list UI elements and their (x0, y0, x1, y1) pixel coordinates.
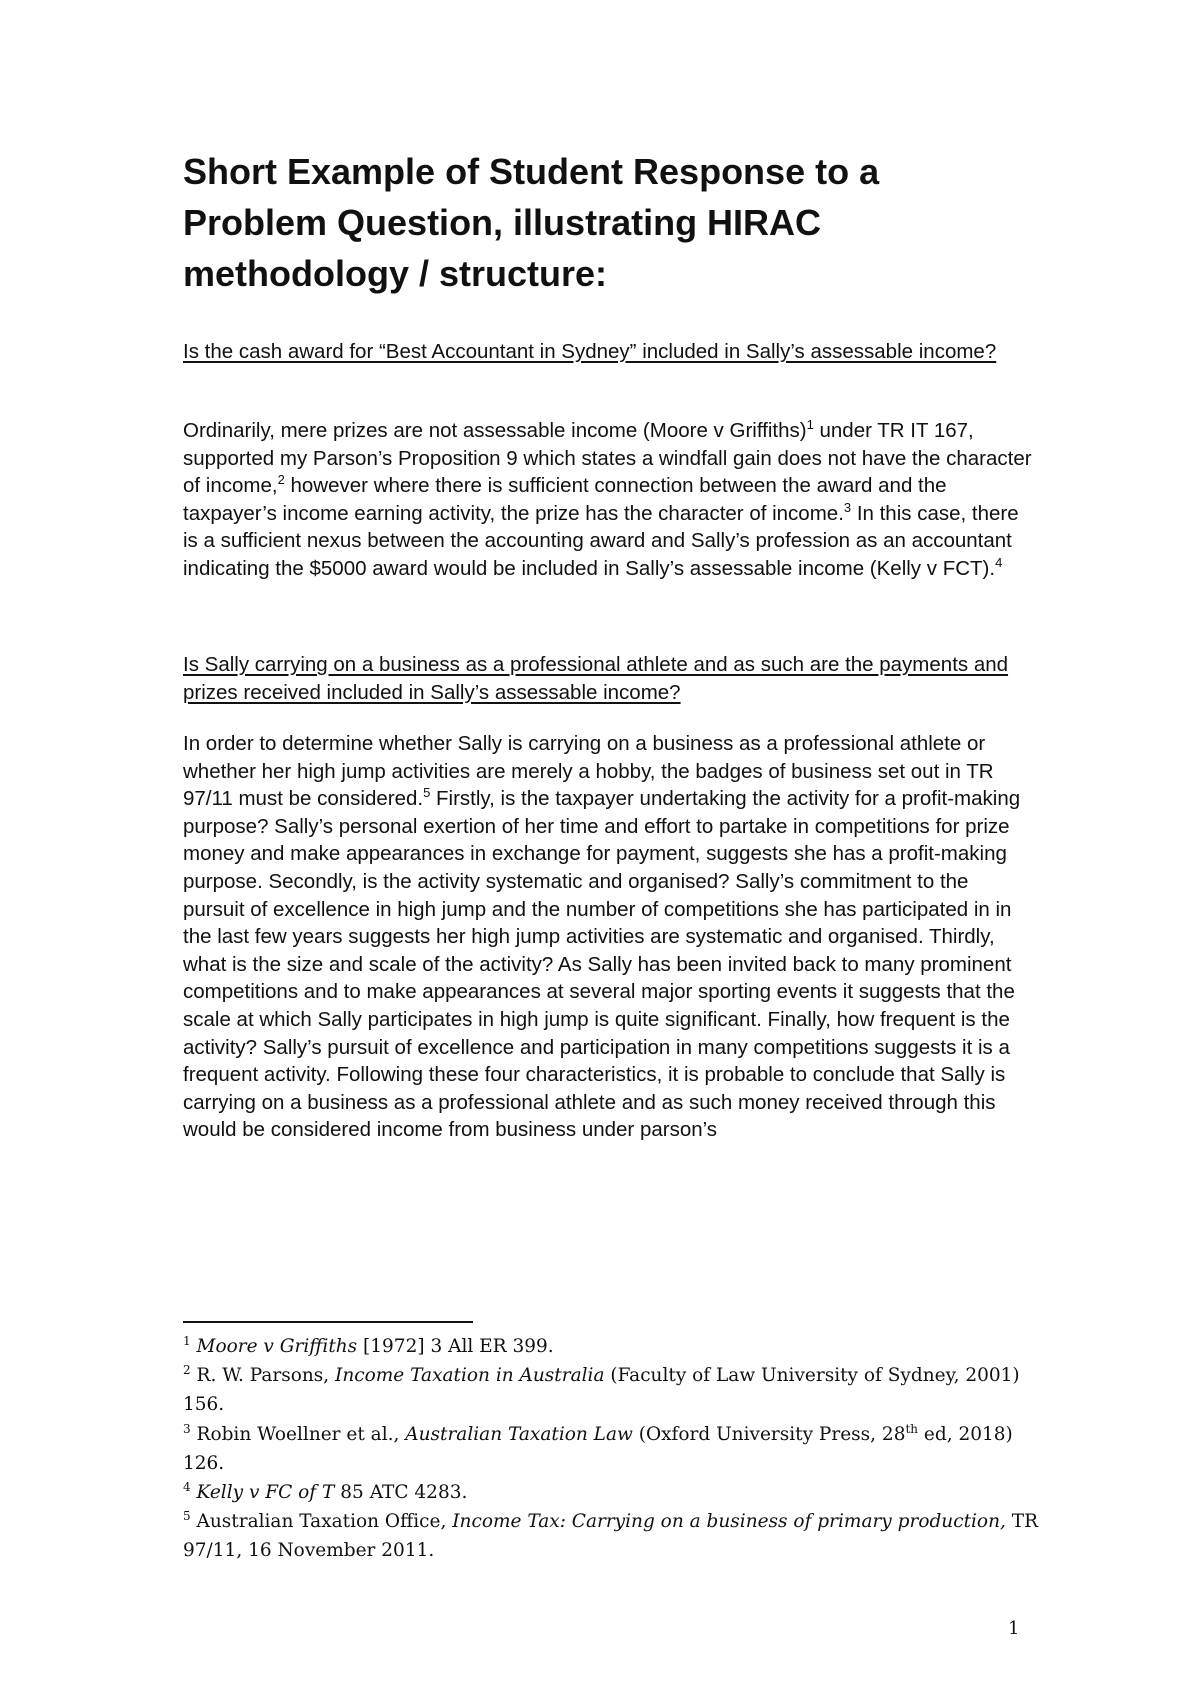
paragraph-cash-award (183, 417, 1033, 583)
paragraph-text: Ordinarily, mere prizes are not assessable income (Moore v Griffiths) (183, 419, 807, 442)
footnote-3 (183, 1420, 1043, 1478)
footnote-number: 2 (183, 1363, 191, 1378)
page-number: 1 (1008, 1618, 1020, 1639)
paragraph-text: In this case, there is a sufficient nexus between the accounting award and Sally’s profession as an accountant indicating the $5000 award would be included in Sally’s assessable income (Kelly v FCT). (183, 501, 1019, 580)
footnote-ref-1[interactable]: 1 (806, 417, 814, 433)
footnote-author: Robin Woellner et al., (190, 1423, 406, 1445)
footnote-author: R. W. Parsons, (190, 1365, 336, 1387)
footnote-citation: TR 97/11, 16 November 2011. (183, 1511, 1039, 1562)
footnote-work-title: Income Taxation in Australia (335, 1365, 605, 1387)
footnote-ref-5[interactable]: 5 (423, 785, 431, 801)
document-title: Short Example of Student Response to a Problem Question, illustrating HIRAC methodology / structure: (183, 151, 880, 294)
paragraph-text: Firstly, is the taxpayer undertaking the activity for a profit-making purpose? Sally’s personal exertion of her time and effort to partake in competitions for prize money and make appearances in exchange for payment, suggests she has a profit-making purpose. Secondly, is the activity systematic and organised? Sally’s commitment to the pursuit of excellence in high jump and the number of competitions she has participated in in the last few years suggests her high jump activities are systematic and organised. Thirdly, what is the size and scale of the activity? As Sally has been invited back to many prominent competitions and to make appearances at several major sporting events it suggests that the scale at which Sally participates in high jump is quite significant. Finally, how frequent is the activity? Sally’s pursuit of excellence and participation in many competitions suggests it is a frequent activity. Following these four characteristics, it is probable to conclude that Sally is carrying on a business as a professional athlete and as such money received through this would be considered income from business under parson’s (183, 787, 1021, 1142)
footnote-author: Australian Taxation Office, (190, 1511, 453, 1533)
footnote-citation: (Oxford University Press, 28 (632, 1423, 906, 1445)
footnote-work-title: Income Tax: Carrying on a business of primary production, (452, 1511, 1006, 1533)
footnote-number: 5 (183, 1509, 191, 1524)
footnote-work-title: Australian Taxation Law (405, 1423, 633, 1445)
footnote-ref-3[interactable]: 3 (843, 499, 852, 515)
footnote-number: 4 (183, 1479, 191, 1494)
footnote-ordinal: th (905, 1421, 919, 1436)
paragraph-text: under TR IT 167, supported my Parson’s Proposition 9 which states a windfall gain does not have the character of income, (183, 419, 1032, 498)
paragraph-text: In order to determine whether Sally is carrying on a business as a professional athlete or whether her high jump activities are merely a hobby, the badges of business set out in TR 97/11 must be considered. (183, 732, 994, 811)
footnote-number: 1 (183, 1333, 191, 1348)
paragraph-text: however where there is sufficient connection between the award and the taxpayer’s income earning activity, the prize has the character of income. (183, 474, 947, 525)
footnote-1 (183, 1332, 1043, 1361)
footnote-citation: ed, 2018) 126. (183, 1423, 1013, 1474)
footnote-citation: 85 ATC 4283. (334, 1482, 468, 1504)
footnote-2 (183, 1361, 1043, 1419)
footnote-4 (183, 1478, 1043, 1507)
footnote-ref-4[interactable]: 4 (995, 555, 1003, 571)
footnote-case-name: Moore v Griffiths (196, 1336, 358, 1357)
footnote-citation: (Faculty of Law University of Sydney, 2001) 156. (183, 1365, 1020, 1416)
footnote-5 (183, 1507, 1043, 1565)
issue-heading-business: Is Sally carrying on a business as a professional athlete and as such are the payments and prizes received included in Sally’s assessable income? (183, 653, 1009, 704)
footnote-citation: [1972] 3 All ER 399. (357, 1336, 554, 1357)
footnotes (183, 1332, 1043, 1566)
issue-heading-cash-award: Is the cash award for “Best Accountant in Sydney” included in Sally’s assessable income? (183, 340, 997, 363)
paragraph-business (183, 730, 1033, 1144)
footnote-ref-2[interactable]: 2 (277, 472, 285, 488)
footnote-separator (183, 1321, 473, 1323)
footnote-case-name: Kelly v FC of T (196, 1482, 335, 1504)
footnote-number: 3 (183, 1421, 191, 1436)
